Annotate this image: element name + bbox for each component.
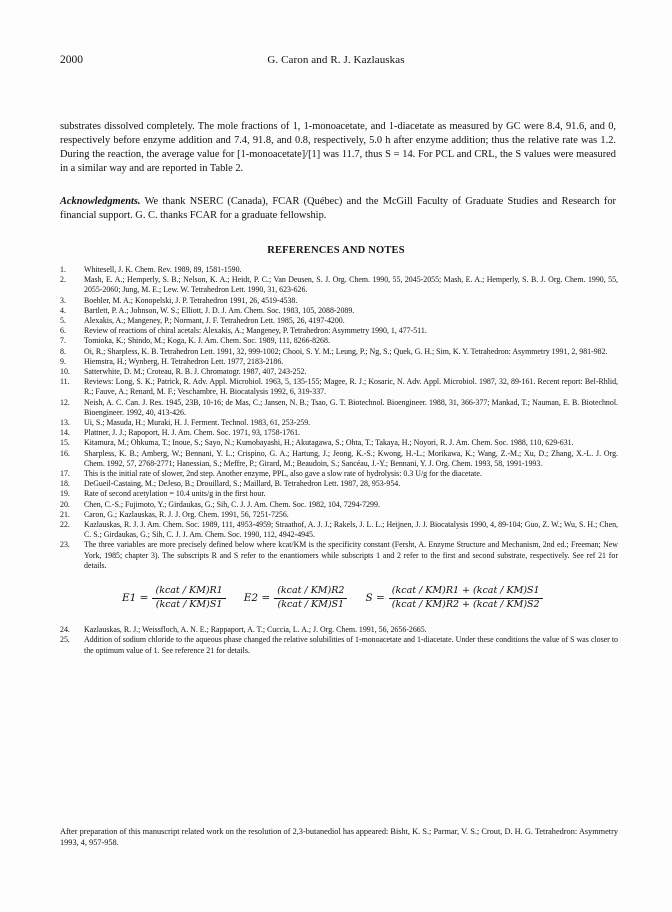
reference-number: 25. [60, 635, 70, 645]
reference-number: 20. [60, 499, 70, 509]
reference-number: 15. [60, 438, 70, 448]
reference-text: Boehler, M. A.; Konopelski, J. P. Tetrahedron 1991, 26, 4519-4538. [84, 295, 298, 305]
reference-item [60, 540, 618, 571]
reference-text: Kazlauskas, R. J. J. Am. Chem. Soc. 1989, 111, 4953-4959; Straathof, A. J. J.; Rakels, J. L. L.; Heijnen, J. J. Biocatalysis 1990, 4, 89-104; Guo, Z. W.; Wu, S. H.; Chen, C. S.; Girdaukas, G.; Sih, C. J. J. Am. Chem. Soc. 1990, 112, 4942-4945. [84, 520, 618, 540]
equation-s [365, 586, 546, 609]
fraction-numerator: (kcat / KM)R2 [274, 586, 347, 598]
reference-item [60, 438, 618, 448]
reference-item [60, 489, 618, 499]
reference-text: This is the initial rate of slower, 2nd step. Another enzyme, PPL, also gave a slow rate of hydrolysis: 0.3 U/g for the diacetate. [84, 469, 482, 479]
reference-number: 23. [60, 540, 70, 550]
reference-number: 10. [60, 367, 70, 377]
reference-text: Hiemstra, H.; Wynberg, H. Tetrahedron Lett. 1977, 2183-2186. [84, 356, 284, 366]
reference-text: Addition of sodium chloride to the aqueous phase changed the relative solubilities of 1-monoacetate and 1-diacetate. Under these conditions the value of S was closer to the optimum value of 1. See reference 21 for details. [84, 635, 618, 655]
fraction [389, 586, 543, 609]
equation-e2 [244, 586, 352, 609]
reference-number: 1. [60, 265, 66, 274]
fraction-numerator: (kcat / KM)R1 + (kcat / KM)S1 [389, 586, 543, 598]
reference-item [60, 625, 618, 635]
reference-text: Sharpless, K. B.; Amberg, W.; Bennani, Y. L.; Crispino, G. A.; Hartung, J.; Jeong, K.-S.; Kwong, H.-L.; Morikawa, K.; Wang, Z.-M.; Xu, D.; Zhang, X.-L. J. Org. Chem. 1992, 57, 2768-2771; Hanessian, S.; Meffre, P.; Girard, M.; Beaudoin, S.; Sancéau, J.-Y.; Bennani, Y. J. Org. Chem. 1993, 58, 1991-1993. [84, 448, 618, 468]
equation-e1-lhs: E1 = [122, 591, 149, 604]
reference-item [60, 520, 618, 540]
references-items [60, 265, 618, 571]
reference-number: 5. [60, 316, 66, 326]
reference-item [60, 377, 618, 397]
reference-item [60, 469, 618, 479]
reference-number: 17. [60, 469, 70, 479]
reference-item [60, 296, 618, 306]
reference-item [60, 418, 618, 428]
reference-number: 16. [60, 448, 70, 458]
reference-number: 4. [60, 305, 66, 315]
body-paragraph: substrates dissolved completely. The mole fractions of 1, 1-monoacetate, and 1-diacetate as measured by GC were 8.4, 91.6, and 0, respectively before enzyme addition and 7.4, 91.8, and 0.8, respectively, 5.0 h after enzyme addition; thus the relative rate was 1.2. During the reaction, the average value for [1-monoacetate]/[1] was 11.7, thus S = 14. For PCL and CRL, the S values were measured in a similar way and are reported in Table 2. [60, 121, 616, 174]
after-note: After preparation of this manuscript related work on the resolution of 2,3-butanediol has appeared: Bisht, K. S.; Parmar, V. S.; Crout, D. H. G. Tetrahedron: Asymmetry 1993, 4, 957-958. [60, 827, 618, 847]
reference-number: 6. [60, 326, 66, 336]
references-items-after [60, 625, 618, 656]
reference-item [60, 336, 618, 346]
fraction-denominator: (kcat / KM)S1 [277, 598, 345, 610]
reference-text: The three variables are more precisely defined below where kcat/KM is the specificity constant (Fersht, A. Enzyme Structure and Mechanism, 2nd ed.; Freeman; New York, 1985; chapter 3). The subscripts R and S refer to the enantiomers while subscripts 1 and 2 refer to the first and second substrate, respectively. See ref 21 for details. [84, 540, 618, 570]
reference-number: 14. [60, 428, 70, 438]
reference-text: Plattner, J. J.; Rapoport, H. J. Am. Chem. Soc. 1971, 93, 1758-1761. [84, 428, 301, 438]
reference-number: 2. [60, 275, 66, 285]
fraction [152, 586, 225, 609]
reference-text: Caron, G.; Kazlauskas, R. J. J. Org. Chem. 1991, 56, 7251-7256. [84, 509, 289, 519]
reference-text: Neish, A. C. Can. J. Res. 1945, 23B, 10-16; de Mas, C.; Jansen, N. B.; Tsao, G. T. Biotechnol. Bioengineer. 1988, 31, 366-377; Mankad, T.; Nauman, E. B. Biotechnol. Bioengineer. 1992, 40, 413-426. [84, 397, 618, 417]
reference-text: Alexakis, A.; Mangeney, P.; Normant, J. F. Tetrahedron Lett. 1985, 26, 4197-4200. [84, 316, 345, 326]
reference-item [60, 479, 618, 489]
reference-text: Oi, R.; Sharpless, K. B. Tetrahedron Lett. 1991, 32, 999-1002; Chooi, S. Y. M.; Leung, P.; Ng, S.; Quek, G. H.; Sim, K. Y. Tetrahedron: Asymmetry 1991, 2, 981-982. [84, 346, 608, 356]
reference-text: Reviews: Long, S. K.; Patrick, R. Adv. Appl. Microbiol. 1963, 5, 135-155; Magee, R. J.; Kosaric, N. Adv. Appl. Microbiol. 1987, 32, 89-161. Recent report: Bel-Rhlid, R.; Fauve, A.; Renard, M. F.; Veschambre, H. Biocatalysis 1992, 6, 319-337. [84, 377, 618, 397]
reference-text: Rate of second acetylation = 10.4 units/g in the first hour. [84, 489, 266, 499]
reference-number: 22. [60, 520, 70, 530]
reference-item [60, 428, 618, 438]
acknowledgments-text: We thank NSERC (Canada), FCAR (Québec) and the McGill Faculty of Graduate Studies and Research for financial support. G. C. thanks FCAR for a graduate fellowship. [60, 196, 616, 221]
reference-item [60, 265, 618, 275]
reference-text: Chen, C.-S.; Fujimoto, Y.; Girdaukas, G.; Sih, C. J. J. Am. Chem. Soc. 1982, 104, 7294-7299. [84, 499, 380, 509]
reference-number: 19. [60, 489, 70, 499]
reference-number: 11. [60, 377, 70, 387]
reference-text: Kazlauskas, R. J.; Weissfloch, A. N. E.; Rappaport, A. T.; Cuccia, L. A.; J. Org. Chem. 1991, 56, 2656-2665. [84, 625, 427, 635]
page-header [0, 54, 672, 70]
acknowledgments-paragraph [60, 195, 616, 223]
reference-number: 18. [60, 479, 70, 489]
reference-item [60, 357, 618, 367]
reference-item [60, 500, 618, 510]
reference-number: 8. [60, 346, 66, 356]
reference-text: Whitesell, J. K. Chem. Rev. 1989, 89, 1581-1590. [84, 265, 242, 274]
equation-e1 [122, 586, 230, 609]
reference-item [60, 449, 618, 469]
reference-item [60, 635, 618, 655]
equation-block [60, 571, 618, 625]
page-number: 2000 [60, 54, 83, 66]
reference-item [60, 306, 618, 316]
running-head: G. Caron and R. J. Kazlauskas [267, 54, 405, 66]
fraction-numerator: (kcat / KM)R1 [152, 586, 225, 598]
reference-number: 3. [60, 295, 66, 305]
reference-text: Ui, S.; Masuda, H.; Muraki, H. J. Ferment. Technol. 1983, 61, 253-259. [84, 418, 311, 428]
references-title: REFERENCES AND NOTES [267, 245, 405, 256]
equation-s-lhs: S = [365, 591, 385, 604]
reference-number: 7. [60, 336, 66, 346]
reference-item [60, 316, 618, 326]
reference-item [60, 510, 618, 520]
reference-text: Tomioka, K.; Shindo, M.; Koga, K. J. Am. Chem. Soc. 1989, 111, 8266-8268. [84, 336, 330, 346]
reference-text: DeGueil-Castaing, M.; DeJeso, B.; Drouillard, S.; Maillard, B. Tetrahedron Lett. 1987, 28, 953-954. [84, 479, 401, 489]
fraction-denominator: (kcat / KM)R2 + (kcat / KM)S2 [391, 598, 540, 610]
reference-number: 21. [60, 509, 70, 519]
reference-number: 24. [60, 625, 70, 635]
reference-item [60, 326, 618, 336]
equation-e2-lhs: E2 = [243, 591, 271, 604]
references-list [60, 265, 618, 656]
reference-item [60, 347, 618, 357]
reference-number: 9. [60, 356, 66, 366]
reference-item [60, 367, 618, 377]
acknowledgments-heading: Acknowledgments. [60, 196, 141, 207]
reference-text: Mash, E. A.; Hemperly, S. B.; Nelson, K. A.; Heidt, P. C.; Van Deusen, S. J. Org. Chem. 1990, 55, 2045-2055; Mash, E. A.; Hemperly, S. B. J. Org. Chem. 1990, 55, 2055-2060; Jung, M. E.; Lew. W. Tetrahedron Lett. 1990, 31, 623-626. [84, 275, 618, 295]
fraction [274, 586, 347, 609]
reference-item [60, 398, 618, 418]
reference-text: Satterwhite, D. M.; Croteau, R. B. J. Chromatogr. 1987, 407, 243-252. [84, 367, 307, 377]
fraction-denominator: (kcat / KM)S1 [155, 598, 223, 610]
reference-text: Review of reactions of chiral acetals: Alexakis, A.; Mangeney, P. Tetrahedron: Asymmetry 1990, 1, 477-511. [84, 326, 427, 336]
reference-text: Bartlett, P. A.; Johnson, W. S.; Elliott, J. D. J. Am. Chem. Soc. 1983, 105, 2088-2089. [84, 305, 355, 315]
reference-number: 13. [60, 418, 70, 428]
reference-text: Kitamura, M.; Ohkuma, T.; Inoue, S.; Sayo, N.; Kumobayashi, H.; Akutagawa, S.; Ohta, T.; Takaya, H.; Noyori, R. J. Am. Chem. Soc. 1988, 110, 629-631. [84, 438, 574, 448]
reference-item [60, 275, 618, 295]
reference-number: 12. [60, 397, 70, 407]
